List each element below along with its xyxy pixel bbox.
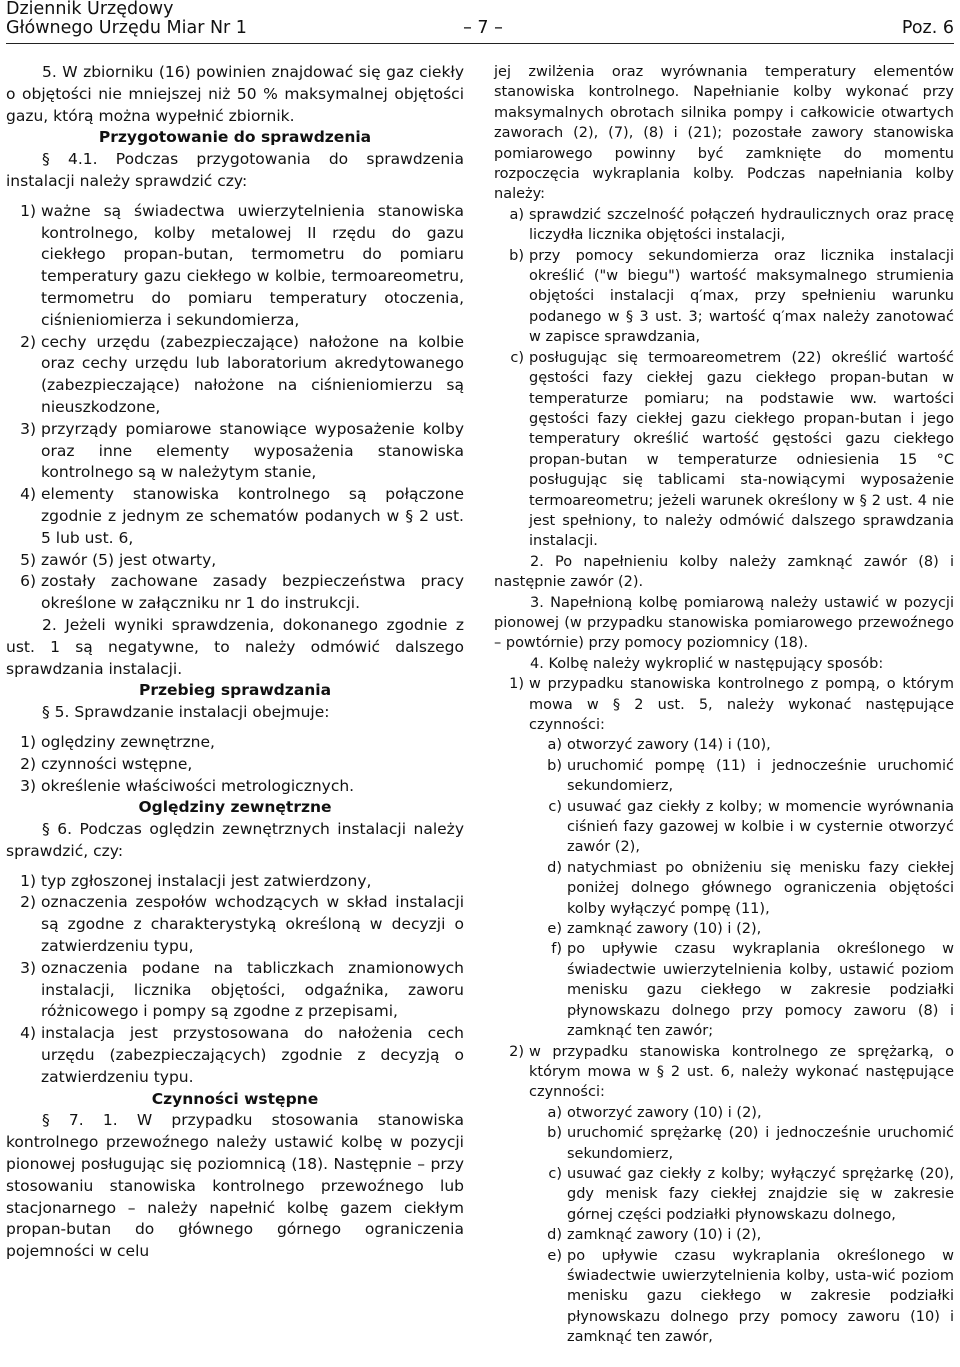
list-item: d) natychmiast po obniżeniu się menisku fazy ciekłej poniżej dolnego głównego ograniczenia objętości kolby wyłączyć pompę (11), bbox=[547, 859, 954, 917]
list-item: 2) oznaczenia zespołów wchodzących w skład instalacji są zgodne z charakterystyką określoną w decyzji o zatwierdzeniu typu, bbox=[20, 893, 464, 956]
list-item: e) po upływie czasu wykraplania określonego w świadectwie uwierzytelnienia kolby, usta-wić poziom menisku gazu ciekłego w zakresie podziałki płynowskazu dolnego przy pomocy zaworu (10) i zamknąć ten zawór, bbox=[547, 1247, 954, 1346]
pump-steps-list bbox=[494, 735, 954, 1041]
section-heading-przebieg: Przebieg sprawdzania bbox=[138, 681, 332, 700]
position-number: Poz. 6 bbox=[901, 18, 954, 38]
section-6-list bbox=[6, 871, 464, 1089]
list-item: 2) w przypadku stanowiska kontrolnego ze sprężarką, o którym mowa w § 2 ust. 6, należy wykonać następujące czynności: bbox=[509, 1043, 954, 1101]
list-item: 6) zostały zachowane zasady bezpieczeństwa pracy określone w załączniku nr 1 do instrukcji. bbox=[20, 572, 464, 613]
section-7-paragraph-3: 3. Napełnioną kolbę pomiarową należy ustawić w pozycji pionowej (w przypadku stanowiska pomiarowego przewoźnego – powtórnie) przy pomocy poziomnicy (18). bbox=[494, 594, 954, 652]
section-7-paragraph-4: 4. Kolbę należy wykroplić w następujący sposób: bbox=[530, 655, 884, 672]
list-item: 2) czynności wstępne, bbox=[20, 754, 193, 773]
journal-header bbox=[6, 0, 247, 38]
section-heading-przygotowanie: Przygotowanie do sprawdzenia bbox=[98, 128, 372, 147]
section-5-intro: § 5. Sprawdzanie instalacji obejmuje: bbox=[42, 703, 330, 722]
list-item: 2) cechy urzędu (zabezpieczające) nałożone na kolbie oraz cechy urzędu lub laboratorium akredytowanego (zabezpieczające) nałożone na ciśnieniomierzu są nieuszkodzone, bbox=[20, 332, 464, 416]
paragraph-5: 5. W zbiorniku (16) powinien znajdować się gaz ciekły o objętości nie mniejszej niż 50 % maksymalnej objętości gazu, którą można wypełnić zbiornik. bbox=[6, 63, 464, 125]
list-item: 1) typ zgłoszonej instalacji jest zatwierdzony, bbox=[20, 871, 372, 890]
section-4-paragraph-2: 2. Jeżeli wyniki sprawdzenia, dokonanego zgodnie z ust. 1 są negatywne, to należy odmówić dalszego sprawdzania instalacji. bbox=[6, 615, 464, 678]
list-item: a) otworzyć zawory (10) i (2), bbox=[547, 1104, 762, 1121]
page-number: – 7 – bbox=[463, 18, 503, 38]
section-7-continuation: jej zwilżenia oraz wyrównania temperatury elementów stanowiska kontrolnego. Napełnianie kolby wykonać przy maksymalnych obrotach silnika pompy i całkowicie otwartych zaworach (2), (7), (8) i (21); pozostałe zawory stanowiska pomiarowego powinny być zamknięte do momentu rozpoczęcia wykraplania kolby. Podczas napełniania kolby należy: bbox=[494, 64, 954, 203]
list-item: b) uruchomić pompę (11) i jednocześnie uruchomić sekundomierz, bbox=[547, 757, 954, 795]
section-heading-czynnosci: Czynności wstępne bbox=[151, 1089, 319, 1108]
section-4-intro: § 4.1. Podczas przygotowania do sprawdzenia instalacji należy sprawdzić czy: bbox=[6, 150, 464, 190]
filling-checks-list bbox=[494, 205, 954, 552]
right-column bbox=[494, 62, 954, 1348]
list-item: b) przy pomocy sekundomierza oraz licznika instalacji określić ("w biegu") wartość maksymalnego strumienia objętości instalacji q′max, przy spełnieniu warunku podanego w § 3 ust. 3; wartość q′max należy zanotować w zapisce sprawdzania, bbox=[509, 247, 954, 346]
list-item: 3) określenie właściwości metrologicznych. bbox=[20, 776, 355, 795]
list-item: c) posługując się termoareometrem (22) określić wartość gęstości fazy ciekłej gazu ciekłego propan-butan w temperaturze pomiaru; na podstawie ww. wartości gęstości fazy ciekłej gazu ciekłego propan-butan i jego temperatury określić wartość gęstości gazu ciekłego propan-butan w temperaturze odniesienia 15 °C posługując się tablicami sta-nowiącymi wyposażenie termoareometru; jeżeli warunek określony w § 2 ust. 4 nie jest spełniony, to należy odmówić dalszego sprawdzania instalacji. bbox=[510, 349, 954, 550]
list-item: 1) w przypadku stanowiska kontrolnego z pompą, o którym mowa w § 2 ust. 5, należy wykonać następujące czynności: bbox=[509, 676, 954, 733]
section-4-list bbox=[6, 201, 464, 615]
list-item: c) usuwać gaz ciekły z kolby; w momencie wyrównania ciśnień fazy gazowej w kolbie i w cysternie otworzyć zawór (2), bbox=[548, 798, 954, 856]
list-item: 4) elementy stanowiska kontrolnego są połączone zgodnie z jednym ze schematów podanych w § 2 ust. 5 lub ust. 6, bbox=[20, 485, 464, 547]
list-item: f) po upływie czasu wykraplania określonego w świadectwie uwierzytelnienia kolby, ustawić poziom menisku gazu ciekłego w zakresie podziałki płynowskazu dolnego przy pomocy zaworu (8) i zamknąć ten zawór; bbox=[551, 941, 954, 1040]
section-6-intro: § 6. Podczas oględzin zewnętrznych instalacji należy sprawdzić, czy: bbox=[6, 820, 464, 860]
journal-title: Dziennik Urzędowy bbox=[6, 0, 174, 19]
list-item: c) usuwać gaz ciekły z kolby; wyłączyć sprężarkę (20), gdy menisk fazy ciekłej znajdzie się w zakresie górnej części podziałki płynowskazu dolnego, bbox=[548, 1165, 954, 1223]
list-item: a) sprawdzić szczelność połączeń hydraulicznych oraz pracę liczydła licznika objętości instalacji, bbox=[509, 206, 954, 244]
header-divider bbox=[6, 43, 954, 44]
section-5-list bbox=[6, 732, 464, 797]
list-item: 1) oględziny zewnętrzne, bbox=[20, 732, 215, 751]
list-item: 1) ważne są świadectwa uwierzytelnienia stanowiska kontrolnego, kolby metalowej II rzędu do gazu ciekłego propan-butan, termometru do pomiaru temperatury gazu ciekłego w kolbie, termoareometru, termometru do pomiaru temperatury otoczenia, ciśnieniomierza i sekundomierza, bbox=[20, 201, 464, 329]
list-item: 4) instalacja jest przystosowana do nałożenia cech urzędu (zabezpieczających) zgodnie z decyzją o zatwierdzeniu typu. bbox=[20, 1024, 464, 1086]
list-item: d) zamknąć zawory (10) i (2), bbox=[547, 1227, 762, 1244]
section-7-paragraph-2: 2. Po napełnieniu kolby należy zamknąć zawór (8) i następnie zawór (2). bbox=[494, 553, 954, 591]
section-heading-ogledziny: Oględziny zewnętrzne bbox=[138, 798, 332, 817]
list-item: e) zamknąć zawory (10) i (2), bbox=[547, 921, 762, 938]
list-item: b) uruchomić sprężarkę (20) i jednocześnie uruchomić sekundomierz, bbox=[547, 1125, 954, 1162]
list-item: 5) zawór (5) jest otwarty, bbox=[20, 550, 217, 569]
list-item: a) otworzyć zawory (14) i (10), bbox=[547, 737, 771, 754]
section-7-paragraph-1: § 7. 1. W przypadku stosowania stanowiska kontrolnego przewoźnego należy ustawić kolbę w pozycji pionowej posługując się poziomnicą (18). Następnie – przy stosowaniu stanowiska kontrolnego przewoźnego lub stacjonarnego – należy napełnić kolbę gazem ciekłym propan-butan do głównego górnego ograniczenia pojemności w celu bbox=[6, 1111, 464, 1261]
list-item: 3) przyrządy pomiarowe stanowiące wyposażenie kolby oraz inne elementy wyposażenia stanowiska kontrolnego są w należytym stanie, bbox=[20, 419, 464, 482]
compressor-steps-list bbox=[494, 1103, 954, 1348]
journal-issue: Głównego Urzędu Miar Nr 1 bbox=[6, 18, 247, 38]
list-item: 3) oznaczenia podane na tabliczkach znamionowych instalacji, licznika objętości, odgaźnika, zaworu różnicowego i pompy są zgodne z przepisami, bbox=[20, 958, 464, 1021]
left-column bbox=[6, 62, 464, 1263]
